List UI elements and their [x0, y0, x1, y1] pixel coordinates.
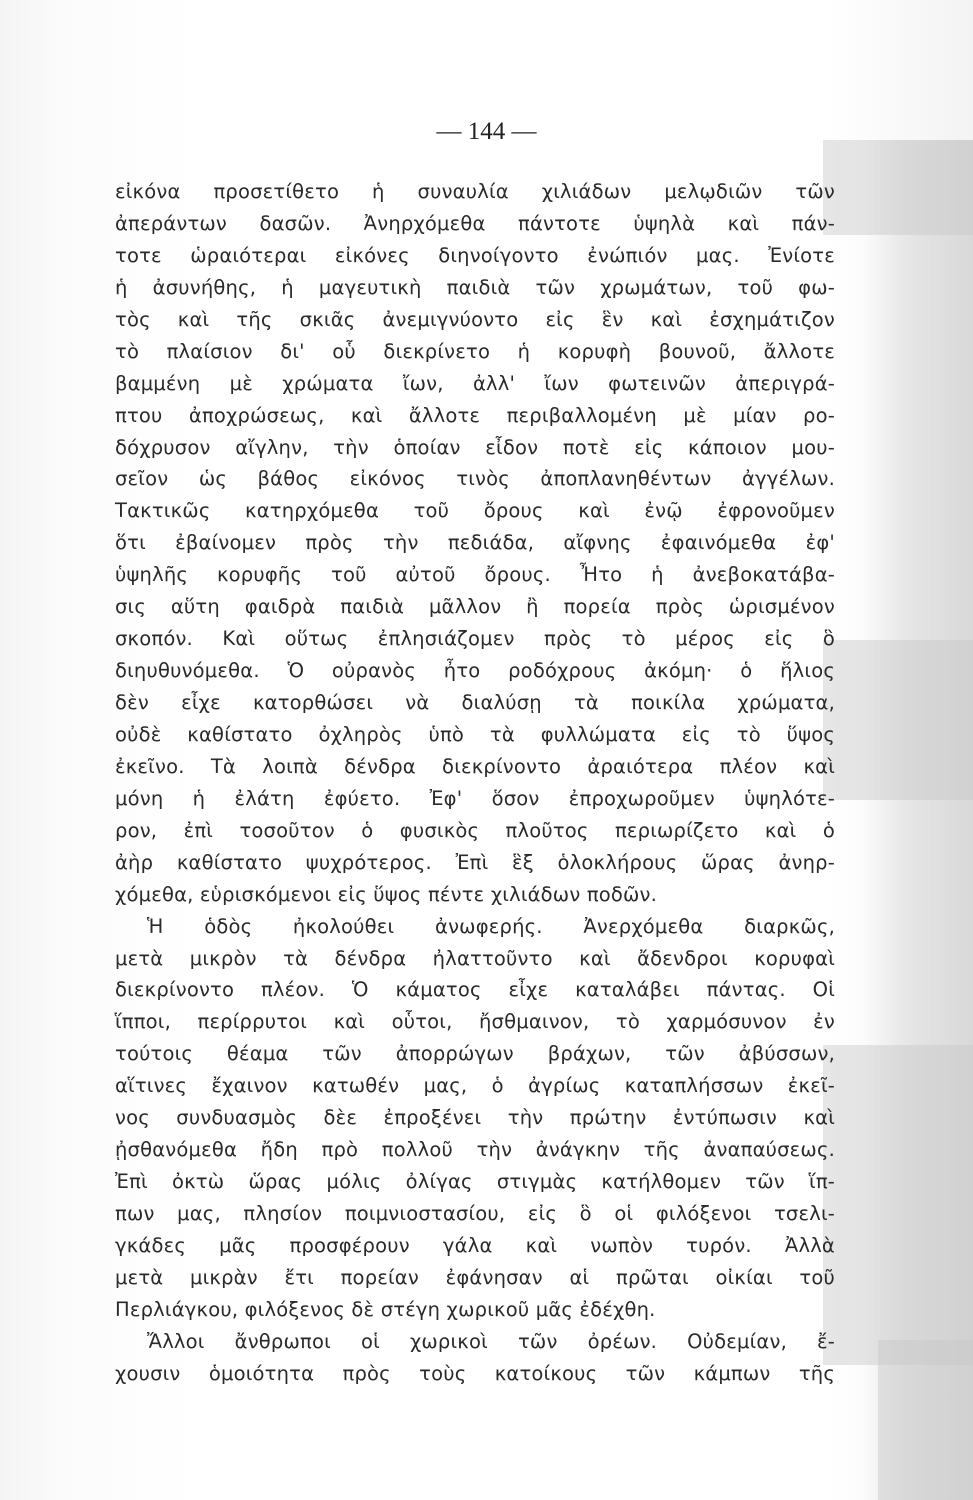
text-line: τὸ πλαίσιον δι' οὗ διεκρίνετο ἡ κορυφὴ βουνοῦ, ἄλλοτε — [115, 339, 835, 363]
page-number: — 144 — — [436, 118, 537, 145]
text-line: μετὰ μικρὰν ἔτι πορείαν ἐφάνησαν αἱ πρῶται οἰκίαι τοῦ — [115, 1265, 835, 1289]
text-line: ἵπποι, περίρρυτοι καὶ οὗτοι, ἤσθμαινον, τὸ χαρμόσυνον ἐν — [115, 1010, 835, 1034]
text-line: Τακτικῶς κατηρχόμεθα τοῦ ὄρους καὶ ἐνῷ ἐφρονοῦμεν — [115, 499, 835, 523]
text-line: διηυθυνόμεθα. Ὁ οὐρανὸς ἦτο ροδόχρους ἀκόμη· ὁ ἥλιος — [115, 659, 835, 683]
text-line: Ἐπὶ ὀκτὼ ὥρας μόλις ὀλίγας στιγμὰς κατήλθομεν τῶν ἵπ- — [115, 1170, 835, 1194]
text-line: τούτοις θέαμα τῶν ἀπορρώγων βράχων, τῶν ἀβύσσων, — [115, 1042, 835, 1066]
text-line: ἀπεράντων δασῶν. Ἀνηρχόμεθα πάντοτε ὑψηλὰ καὶ πάν- — [115, 211, 835, 235]
scan-shadow-block — [823, 640, 973, 800]
text-line: σεῖον ὡς βάθος εἰκόνος τινὸς ἀποπλανηθέντων ἀγγέλων. — [115, 467, 835, 491]
text-line: Περλιάγκου, φιλόξενος δὲ στέγη χωρικοῦ μᾶς ἐδέχθη. — [115, 1297, 656, 1321]
text-line: πων μας, πλησίον ποιμνιοστασίου, εἰς ὃ οἱ φιλόξενοι τσελι- — [115, 1202, 835, 1225]
scan-shadow-block — [823, 1045, 973, 1365]
text-line: αἵτινες ἔχαινον κατωθέν μας, ὁ ἀγρίως καταπλήσσων ἐκεῖ- — [115, 1074, 835, 1098]
text-line: δὲν εἶχε κατορθώσει νὰ διαλύσῃ τὰ ποικίλα χρώματα, — [115, 691, 835, 714]
text-line: διεκρίνοντο πλέον. Ὁ κάματος εἶχε καταλάβει πάντας. Οἱ — [115, 978, 835, 1002]
text-line: οὐδὲ καθίστατο ὀχληρὸς ὑπὸ τὰ φυλλώματα εἰς τὸ ὕψος — [115, 722, 835, 746]
text-line: ᾐσθανόμεθα ἤδη πρὸ πολλοῦ τὴν ἀνάγκην τῆς ἀναπαύσεως. — [115, 1138, 835, 1162]
text-line: νος συνδυασμὸς δὲε ἐπροξένει τὴν πρώτην ἐντύπωσιν καὶ — [115, 1106, 835, 1130]
text-line: ρον, ἐπὶ τοσοῦτον ὁ φυσικὸς πλοῦτος περιωρίζετο καὶ ὁ — [115, 818, 835, 842]
text-line: Ἄλλοι ἄνθρωποι οἱ χωρικοὶ τῶν ὀρέων. Οὐδεμίαν, ἔ- — [147, 1329, 835, 1353]
text-line: σις αὕτη φαιδρὰ παιδιὰ μᾶλλον ἢ πορεία πρὸς ὡρισμένον — [115, 595, 835, 619]
body-text — [115, 176, 835, 1390]
text-line: ἀὴρ καθίστατο ψυχρότερος. Ἐπὶ ἓξ ὁλοκλήρους ὥρας ἀνηρ- — [115, 850, 835, 874]
text-line: χόμεθα, εὑρισκόμενοι εἰς ὕψος πέντε χιλιάδων ποδῶν. — [115, 882, 658, 906]
scan-shadow-block — [823, 140, 973, 235]
text-line: Ἡ ὁδὸς ἠκολούθει ἀνωφερής. Ἀνερχόμεθα διαρκῶς, — [147, 914, 835, 938]
text-line: δόχρυσον αἴγλην, τὴν ὁποίαν εἶδον ποτὲ εἰς κάποιον μου- — [115, 435, 835, 459]
text-line: τὸς καὶ τῆς σκιᾶς ἀνεμιγνύοντο εἰς ἓν καὶ ἐσχημάτιζον — [115, 307, 835, 331]
text-line: γκάδες μᾶς προσφέρουν γάλα καὶ νωπὸν τυρόν. Ἀλλὰ — [115, 1233, 835, 1257]
text-line: σκοπόν. Καὶ οὕτως ἐπλησιάζομεν πρὸς τὸ μέρος εἰς ὃ — [115, 627, 835, 651]
text-line: πτου ἀποχρώσεως, καὶ ἄλλοτε περιβαλλομένη μὲ μίαν ρο- — [115, 403, 835, 427]
text-line: ὅτι ἐβαίνομεν πρὸς τὴν πεδιάδα, αἴφνης ἐφαινόμεθα ἐφ' — [115, 531, 835, 555]
text-line: ἡ ἀσυνήθης, ἡ μαγευτικὴ παιδιὰ τῶν χρωμάτων, τοῦ φω- — [115, 275, 835, 299]
text-line: βαμμένη μὲ χρώματα ἴων, ἀλλ' ἴων φωτεινῶν ἀπεριγρά- — [115, 371, 835, 395]
text-line: χουσιν ὁμοιότητα πρὸς τοὺς κατοίκους τῶν κάμπων τῆς — [115, 1361, 835, 1385]
text-line: μόνη ἡ ἐλάτη ἐφύετο. Ἐφ' ὅσον ἐπροχωροῦμεν ὑψηλότε- — [115, 786, 835, 810]
text-line: ἐκεῖνο. Τὰ λοιπὰ δένδρα διεκρίνοντο ἀραιότερα πλέον καὶ — [115, 754, 835, 778]
scan-shadow-block — [878, 1340, 973, 1500]
text-line: τοτε ὡραιότεραι εἰκόνες διηνοίγοντο ἐνώπιόν μας. Ἐνίοτε — [115, 243, 835, 267]
text-line: ὑψηλῆς κορυφῆς τοῦ αὐτοῦ ὄρους. Ἦτο ἡ ἀνεβοκατάβα- — [115, 563, 835, 587]
text-line: μετὰ μικρὸν τὰ δένδρα ἠλαττοῦντο καὶ ἄδενδροι κορυφαὶ — [115, 946, 835, 970]
text-line: εἰκόνα προσετίθετο ἡ συναυλία χιλιάδων μελῳδιῶν τῶν — [115, 180, 835, 203]
